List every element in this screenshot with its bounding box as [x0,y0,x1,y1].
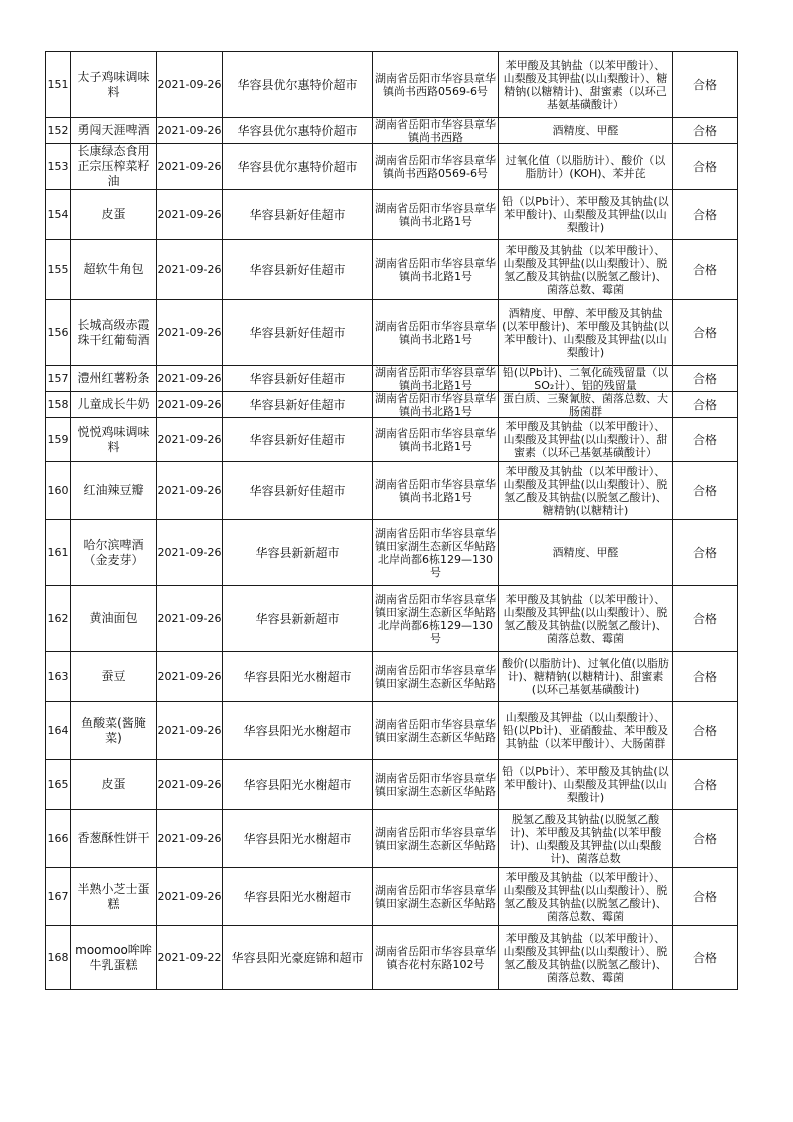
store-address: 湖南省岳阳市华容县章华镇尚书西路0569-6号 [375,71,496,98]
test-result-cell [673,926,738,990]
store-address: 湖南省岳阳市华容县章华镇尚书北路1号 [375,319,496,346]
sample-date-cell [157,810,223,868]
test-items-cell [499,760,673,810]
table-row [46,418,738,462]
sample-date: 2021-09-22 [157,950,222,964]
sample-date-cell [157,760,223,810]
product-name: 蚕豆 [101,669,126,683]
store-address: 湖南省岳阳市华容县章华镇尚书北路1号 [375,256,496,283]
sample-date-cell [157,586,223,652]
row-number: 153 [47,159,69,173]
product-name-cell [71,586,157,652]
store-address-cell [373,190,499,240]
product-name-cell [71,810,157,868]
product-name-cell [71,118,157,144]
test-items-cell [499,300,673,366]
test-result: 合格 [692,159,717,174]
sample-date: 2021-09-26 [157,831,222,845]
product-name-cell [71,462,157,520]
test-items: 铅（以Pb计）、苯甲酸及其钠盐(以苯甲酸计)、山梨酸及其钾盐(以山梨酸计) [502,765,669,804]
store-address: 湖南省岳阳市华容县章华镇田家湖生态新区华鲇路北岸尚都6栋129—130号 [375,526,496,579]
sample-date-cell [157,190,223,240]
row-number: 151 [47,77,69,91]
store-name: 华容县新好佳超市 [249,207,346,222]
product-name-cell [71,868,157,926]
sample-date: 2021-09-26 [157,77,222,91]
test-items-cell [499,652,673,702]
test-result: 合格 [692,483,717,498]
table-row [46,300,738,366]
test-result-cell [673,586,738,652]
product-name-cell [71,926,157,990]
store-address-cell [373,702,499,760]
store-address-cell [373,392,499,418]
sample-date-cell [157,366,223,392]
row-number-cell [46,418,71,462]
product-name: 皮蛋 [101,777,126,791]
product-name-cell [71,144,157,190]
store-address: 湖南省岳阳市华容县章华镇尚书北路1号 [375,477,496,504]
sample-date: 2021-09-26 [157,207,222,221]
row-number-cell [46,702,71,760]
store-name-cell [223,418,373,462]
product-name-cell [71,702,157,760]
test-result-cell [673,240,738,300]
row-number: 162 [47,611,69,625]
store-address: 湖南省岳阳市华容县章华镇尚书北路1号 [375,366,496,391]
sample-date-cell [157,702,223,760]
table-row [46,240,738,300]
test-items: 山梨酸及其钾盐（以山梨酸计）、铅(以Pb计)、亚硝酸盐、苯甲酸及其钠盐（以苯甲酸计）、大肠菌群 [502,711,669,750]
product-name: 哈尔滨啤酒（金麦芽） [83,537,144,567]
table-row [46,190,738,240]
test-items: 苯甲酸及其钠盐（以苯甲酸计）、山梨酸及其钾盐(以山梨酸计）、脱氢乙酸及其钠盐(以脱氢乙酸计)、菌落总数、霉菌 [503,592,668,645]
table-row [46,652,738,702]
table-row [46,810,738,868]
store-name-cell [223,300,373,366]
sample-date: 2021-09-26 [157,371,222,385]
test-items: 过氧化值（以脂肪计）、酸价（以脂肪计）(KOH)、苯并芘 [505,153,666,180]
test-items: 苯甲酸及其钠盐（以苯甲酸计）、山梨酸及其钾盐(以山梨酸计）、脱氢乙酸及其钠盐(以脱氢乙酸计)、菌落总数、霉菌 [503,243,668,296]
test-result: 合格 [692,397,717,412]
test-items: 铅(以Pb计)、二氧化硫残留量（以SO₂计）、铝的残留量 [502,366,669,391]
row-number: 159 [47,432,69,446]
test-result-cell [673,868,738,926]
table-row [46,118,738,144]
store-name: 华容县新新超市 [255,545,340,560]
row-number: 155 [47,262,69,276]
sample-date-cell [157,926,223,990]
store-name-cell [223,810,373,868]
sample-date-cell [157,240,223,300]
product-name-cell [71,300,157,366]
store-address: 湖南省岳阳市华容县章华镇尚书西路0569-6号 [375,153,496,180]
product-name: 黄油面包 [89,611,138,625]
test-items: 苯甲酸及其钠盐（以苯甲酸计）、山梨酸及其钾盐(以山梨酸计）、甜蜜素（以环己基氨基磺酸计） [503,420,668,459]
store-name: 华容县优尔惠特价超市 [237,159,358,174]
store-name: 华容县阳光水榭超市 [243,831,352,846]
test-result-cell [673,52,738,118]
test-result: 合格 [692,123,717,138]
store-name-cell [223,190,373,240]
store-name: 华容县新好佳超市 [249,371,346,386]
sample-date-cell [157,652,223,702]
row-number: 167 [47,889,69,903]
store-address-cell [373,418,499,462]
test-result-cell [673,418,738,462]
product-name-cell [71,240,157,300]
store-name-cell [223,52,373,118]
test-result-cell [673,300,738,366]
test-result: 合格 [692,611,717,626]
store-address-cell [373,52,499,118]
test-result: 合格 [692,207,717,222]
product-name-cell [71,652,157,702]
store-name-cell [223,366,373,392]
row-number: 156 [47,325,69,339]
store-name-cell [223,462,373,520]
store-address-cell [373,300,499,366]
test-result-cell [673,520,738,586]
test-result: 合格 [692,77,717,92]
product-name: moomoo哞哞牛乳蛋糕 [75,942,152,972]
test-result: 合格 [692,371,717,386]
table-row [46,462,738,520]
store-name: 华容县新新超市 [255,611,340,626]
table-row [46,760,738,810]
store-address-cell [373,868,499,926]
product-name: 长城高级赤霞珠干红葡萄酒 [77,317,150,347]
test-items: 脱氢乙酸及其钠盐(以脱氢乙酸计)、苯甲酸及其钠盐(以苯甲酸计)、山梨酸及其钾盐(以山梨酸计)、菌落总数 [509,812,662,865]
store-name: 华容县新好佳超市 [249,397,346,412]
sample-date-cell [157,462,223,520]
row-number-cell [46,520,71,586]
store-name: 华容县新好佳超市 [249,262,346,277]
row-number: 164 [47,723,69,737]
store-name: 华容县阳光水榭超市 [243,777,352,792]
store-name: 华容县阳光豪庭锦和超市 [231,950,364,965]
row-number-cell [46,118,71,144]
row-number: 154 [47,207,69,221]
test-items-cell [499,240,673,300]
test-items-cell [499,520,673,586]
store-name: 华容县阳光水榭超市 [243,889,352,904]
product-name: 超软牛角包 [83,262,144,276]
test-items: 酒精度、甲醛 [552,546,619,559]
product-name: 太子鸡味调味料 [77,69,150,99]
product-name-cell [71,520,157,586]
test-result-cell [673,760,738,810]
row-number: 157 [47,371,69,385]
store-address-cell [373,926,499,990]
store-address-cell [373,144,499,190]
store-name-cell [223,926,373,990]
test-result-cell [673,118,738,144]
test-items-cell [499,462,673,520]
store-name-cell [223,760,373,810]
store-name-cell [223,240,373,300]
test-result-cell [673,190,738,240]
test-items-cell [499,144,673,190]
sample-date-cell [157,300,223,366]
store-address: 湖南省岳阳市华容县章华镇田家湖生态新区华鲇路 [375,771,496,798]
row-number: 152 [47,123,69,137]
test-result: 合格 [692,545,717,560]
store-address: 湖南省岳阳市华容县章华镇田家湖生态新区华鲇路 [375,825,496,852]
row-number: 161 [47,545,69,559]
sample-date: 2021-09-26 [157,397,222,411]
product-name: 半熟小芝士蛋糕 [77,881,150,911]
store-address: 湖南省岳阳市华容县章华镇尚书北路1号 [375,392,496,417]
product-name-cell [71,366,157,392]
product-name-cell [71,392,157,418]
sample-date: 2021-09-26 [157,777,222,791]
sample-date: 2021-09-26 [157,262,222,276]
test-items-cell [499,118,673,144]
store-address-cell [373,240,499,300]
store-address: 湖南省岳阳市华容县章华镇杏花村东路102号 [375,944,496,971]
test-result: 合格 [692,432,717,447]
test-items: 铅（以Pb计）、苯甲酸及其钠盐(以苯甲酸计)、山梨酸及其钾盐(以山梨酸计) [502,195,669,234]
sample-date-cell [157,392,223,418]
store-address-cell [373,462,499,520]
product-name-cell [71,190,157,240]
row-number-cell [46,810,71,868]
row-number-cell [46,652,71,702]
test-items: 酸价(以脂肪计)、过氧化值(以脂肪计)、糖精钠(以糖精计)、甜蜜素(以环己基氨基磺酸计) [502,657,669,696]
product-name: 香葱酥性饼干 [77,831,150,845]
test-items-cell [499,190,673,240]
row-number-cell [46,190,71,240]
sample-date-cell [157,520,223,586]
store-address: 湖南省岳阳市华容县章华镇尚书北路1号 [375,201,496,228]
test-result: 合格 [692,669,717,684]
row-number-cell [46,300,71,366]
row-number-cell [46,144,71,190]
test-items-cell [499,926,673,990]
row-number-cell [46,586,71,652]
test-result-cell [673,652,738,702]
test-result-cell [673,702,738,760]
table-row [46,586,738,652]
sample-date: 2021-09-26 [157,123,222,137]
sample-date: 2021-09-26 [157,669,222,683]
test-result-cell [673,810,738,868]
test-result: 合格 [692,831,717,846]
sample-date: 2021-09-26 [157,325,222,339]
table-row [46,926,738,990]
store-address: 湖南省岳阳市华容县章华镇田家湖生态新区华鲇路 [375,663,496,690]
store-address: 湖南省岳阳市华容县章华镇尚书北路1号 [375,426,496,453]
store-name: 华容县阳光水榭超市 [243,669,352,684]
store-name-cell [223,392,373,418]
test-items-cell [499,418,673,462]
store-name-cell [223,586,373,652]
store-address-cell [373,366,499,392]
sample-date-cell [157,144,223,190]
table-row [46,392,738,418]
product-name: 鱼酸菜(酱腌菜) [81,715,146,745]
row-number-cell [46,366,71,392]
sample-date: 2021-09-26 [157,545,222,559]
sample-date: 2021-09-26 [157,889,222,903]
test-items: 苯甲酸及其钠盐（以苯甲酸计）、山梨酸及其钾盐(以山梨酸计）、脱氢乙酸及其钠盐(以脱氢乙酸计)、菌落总数、霉菌 [503,931,668,984]
store-address-cell [373,520,499,586]
store-name: 华容县新好佳超市 [249,483,346,498]
store-address: 湖南省岳阳市华容县章华镇尚书西路 [375,118,496,143]
product-name: 红油辣豆瓣 [83,483,144,497]
store-name-cell [223,652,373,702]
store-name: 华容县新好佳超市 [249,432,346,447]
row-number: 168 [47,950,69,964]
test-items-cell [499,392,673,418]
table-row [46,366,738,392]
sample-date-cell [157,418,223,462]
inspection-results-table [45,51,738,990]
sample-date-cell [157,868,223,926]
test-result-cell [673,144,738,190]
test-result: 合格 [692,262,717,277]
sample-date: 2021-09-26 [157,723,222,737]
product-name: 澧州红薯粉条 [77,371,150,385]
row-number-cell [46,926,71,990]
row-number-cell [46,462,71,520]
test-result: 合格 [692,325,717,340]
row-number-cell [46,52,71,118]
store-name-cell [223,702,373,760]
row-number-cell [46,760,71,810]
product-name: 皮蛋 [101,207,126,221]
store-name-cell [223,868,373,926]
test-items-cell [499,586,673,652]
store-name: 华容县阳光水榭超市 [243,723,352,738]
store-name-cell [223,118,373,144]
store-address: 湖南省岳阳市华容县章华镇田家湖生态新区华鲇路 [375,883,496,910]
sample-date: 2021-09-26 [157,432,222,446]
row-number: 166 [47,831,69,845]
row-number: 163 [47,669,69,683]
table-row [46,144,738,190]
test-items: 蛋白质、三聚氰胺、菌落总数、大肠菌群 [503,392,668,417]
test-items-cell [499,810,673,868]
test-result-cell [673,462,738,520]
test-items: 酒精度、甲醇、苯甲酸及其钠盐(以苯甲酸计)、苯甲酸及其钠盐(以苯甲酸计)、山梨酸及其钾盐(以山梨酸计) [502,306,669,359]
product-name: 儿童成长牛奶 [77,397,150,411]
store-address-cell [373,586,499,652]
store-address: 湖南省岳阳市华容县章华镇田家湖生态新区华鲇路 [375,717,496,744]
test-items: 苯甲酸及其钠盐（以苯甲酸计）、山梨酸及其钾盐(以山梨酸计）、脱氢乙酸及其钠盐(以脱氢乙酸计)、糖精钠(以糖精计) [503,464,668,517]
store-address-cell [373,652,499,702]
store-address: 湖南省岳阳市华容县章华镇田家湖生态新区华鲇路北岸尚都6栋129—130号 [375,592,496,645]
test-result-cell [673,392,738,418]
sample-date: 2021-09-26 [157,611,222,625]
table-row [46,702,738,760]
product-name-cell [71,52,157,118]
store-address-cell [373,810,499,868]
row-number: 160 [47,483,69,497]
store-address-cell [373,760,499,810]
sample-date-cell [157,52,223,118]
test-items: 酒精度、甲醛 [552,124,619,137]
test-items-cell [499,702,673,760]
test-result: 合格 [692,723,717,738]
product-name: 悦悦鸡味调味料 [77,424,150,454]
store-name: 华容县优尔惠特价超市 [237,77,358,92]
test-result: 合格 [692,950,717,965]
product-name-cell [71,760,157,810]
sample-date-cell [157,118,223,144]
row-number-cell [46,392,71,418]
store-name: 华容县新好佳超市 [249,325,346,340]
row-number-cell [46,868,71,926]
test-items-cell [499,868,673,926]
table-row [46,868,738,926]
test-result-cell [673,366,738,392]
row-number-cell [46,240,71,300]
product-name: 勇闯天涯啤酒 [77,123,150,137]
test-result: 合格 [692,889,717,904]
table-row [46,520,738,586]
product-name-cell [71,418,157,462]
test-result: 合格 [692,777,717,792]
store-name-cell [223,144,373,190]
sample-date: 2021-09-26 [157,159,222,173]
test-items: 苯甲酸及其钠盐（以苯甲酸计）、山梨酸及其钾盐(以山梨酸计）、糖精钠(以糖精计)、甜蜜素（以环己基氨基磺酸计） [503,58,668,111]
test-items: 苯甲酸及其钠盐（以苯甲酸计）、山梨酸及其钾盐(以山梨酸计）、脱氢乙酸及其钠盐(以脱氢乙酸计)、菌落总数、霉菌 [503,870,668,923]
table-row [46,52,738,118]
table-body [46,52,738,990]
store-name: 华容县优尔惠特价超市 [237,123,358,138]
row-number: 158 [47,397,69,411]
row-number: 165 [47,777,69,791]
test-items-cell [499,52,673,118]
test-items-cell [499,366,673,392]
store-address-cell [373,118,499,144]
product-name: 长康绿态食用正宗压榨菜籽油 [77,144,150,188]
sample-date: 2021-09-26 [157,483,222,497]
store-name-cell [223,520,373,586]
